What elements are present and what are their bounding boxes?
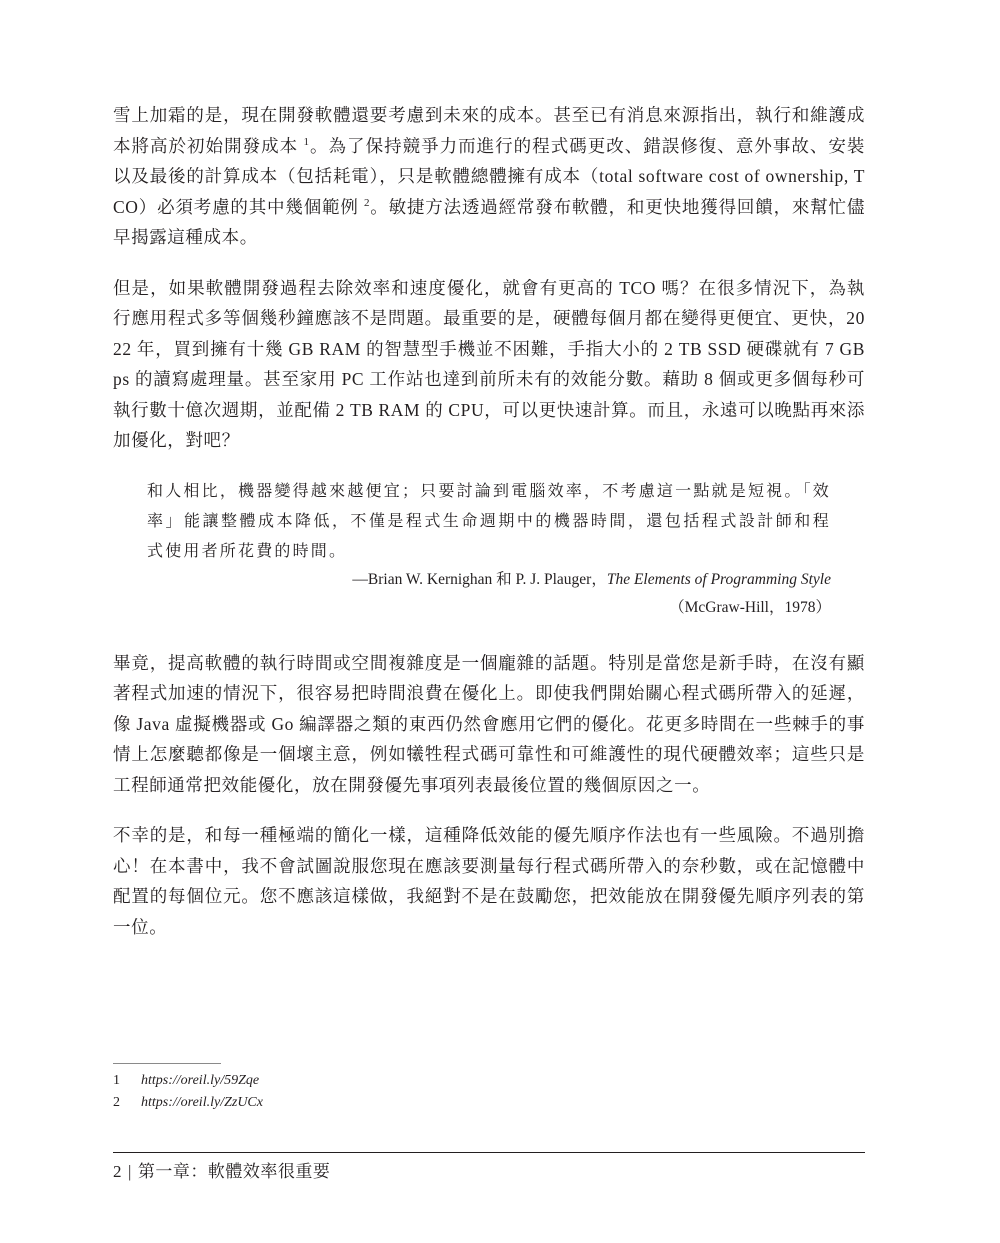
footer-divider bbox=[113, 1152, 865, 1153]
paragraph-1-text-c: 。敏捷方法透過經常發布軟體，和更快地獲得回饋，來幫忙儘早揭露這種成本。 bbox=[113, 196, 865, 247]
page-body bbox=[113, 100, 865, 962]
paragraph-3: 畢竟，提高軟體的執行時間或空間複雜度是一個龐雜的話題。特別是當您是新手時，在沒有顯著程式加速的情況下，很容易把時間浪費在優化上。即使我們開始關心程式碼所帶入的延遲，像 Java 虛擬機器或 Go 編譯器之類的東西仍然會應用它們的優化。花更多時間在一些棘手的事情上怎麼聽都像是一個壞主意，例如犧牲程式碼可靠性和可維護性的現代硬體效率；這些只是工程師通常把效能優化，放在開發優先事項列表最後位置的幾個原因之一。 bbox=[113, 652, 865, 795]
footnote-link[interactable]: https://oreil.ly/ZzUCx bbox=[141, 1095, 263, 1110]
blockquote: 和人相比，機器變得越來越便宜；只要討論到電腦效率，不考慮這一點就是短視。「效率」能讓整體成本降低，不僅是程式生命週期中的機器時間，還包括程式設計師和程式使用者所花費的時間。 bbox=[147, 480, 831, 560]
page-number: 2 bbox=[113, 1162, 122, 1181]
footnote-number: 1 bbox=[113, 1073, 120, 1088]
footnote-item bbox=[113, 1092, 263, 1114]
quote-publisher: （McGraw-Hill，1978） bbox=[669, 598, 831, 616]
quote-attribution bbox=[147, 566, 831, 594]
footer-separator: | bbox=[128, 1162, 132, 1181]
paragraph-1-text-b: 。為了保持競爭力而進行的程式碼更改、錯誤修復、意外事故、安裝以及最後的計算成本（包括耗電），只是軟體總體擁有成本（total software cost of ownership, TCO）必須考慮的其中幾個範例 bbox=[113, 135, 865, 217]
page-footer bbox=[113, 1159, 330, 1185]
footnote-link[interactable]: https://oreil.ly/59Zqe bbox=[141, 1073, 260, 1088]
footnotes bbox=[113, 1070, 263, 1114]
paragraph-1 bbox=[113, 100, 865, 253]
paragraph-2: 但是，如果軟體開發過程去除效率和速度優化，就會有更高的 TCO 嗎？在很多情況下，為執行應用程式多等個幾秒鐘應該不是問題。最重要的是，硬體每個月都在變得更便宜、更快，2022 年，買到擁有十幾 GB RAM 的智慧型手機並不困難，手指大小的 2 TB SSD 硬碟就有 7 GBps 的讀寫處理量。甚至家用 PC 工作站也達到前所未有的效能分數。藉助 8 個或更多個每秒可執行數十億次週期，並配備 2 TB RAM 的 CPU，可以更快速計算。而且，永遠可以晚點再來添加優化，對吧？ bbox=[113, 277, 865, 450]
footnote-ref-1[interactable]: 1 bbox=[303, 135, 310, 148]
paragraph-1-text-a: 雪上加霜的是，現在開發軟體還要考慮到未來的成本。甚至已有消息來源指出，執行和維護成本將高於初始開發成本 bbox=[113, 105, 865, 156]
footnote-ref-2[interactable]: 2 bbox=[363, 196, 371, 209]
footnote-number: 2 bbox=[113, 1095, 120, 1110]
quote-authors: —Brian W. Kernighan 和 P. J. Plauger， bbox=[352, 570, 607, 588]
paragraph-4: 不幸的是，和每一種極端的簡化一樣，這種降低效能的優先順序作法也有一些風險。不過別擔心！在本書中，我不會試圖說服您現在應該要測量每行程式碼所帶入的奈秒數，或在記憶體中配置的每個位元。您不應該這樣做，我絕對不是在鼓勵您，把效能放在開發優先順序列表的第一位。 bbox=[113, 825, 865, 937]
quote-book-title: The Elements of Programming Style bbox=[606, 570, 831, 588]
chapter-title: 第一章：軟體效率很重要 bbox=[137, 1162, 331, 1181]
footnote-divider bbox=[113, 1063, 221, 1064]
footnote-item bbox=[113, 1070, 263, 1092]
